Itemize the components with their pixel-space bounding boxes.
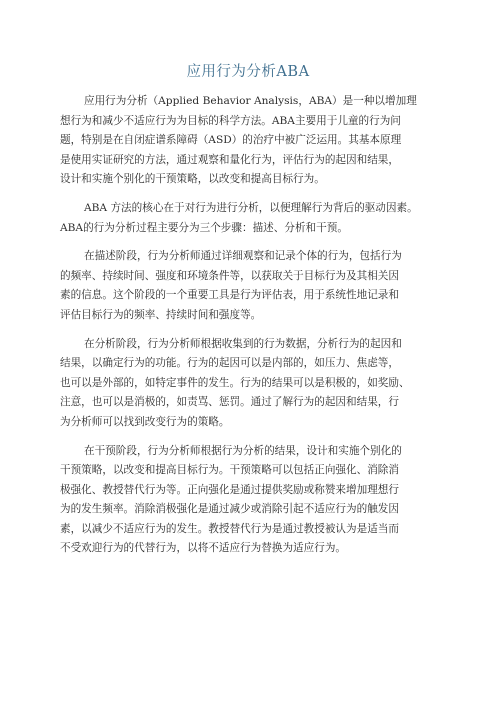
paragraph-line: 应用行为分析（Applied Behavior Analysis，ABA）是一种以增加理 xyxy=(84,95,417,107)
paragraph-line: 也可以是外部的，如特定事件的发生。行为的结果可以是积极的，如奖励、 xyxy=(60,376,410,389)
paragraph-line: ABA的行为分析过程主要分为三个步骤：描述、分析和干预。 xyxy=(60,221,348,234)
paragraph-intro xyxy=(60,92,446,190)
paragraph-line: 结果，以确定行为的功能。行为的起因可以是内部的，如压力、焦虑等， xyxy=(60,357,399,370)
paragraph-line: 在分析阶段，行为分析师根据收集到的行为数据，分析行为的起因和 xyxy=(84,337,402,350)
paragraph-line: 素，以减少不适应行为的发生。教授替代行为是通过教授被认为是适当而 xyxy=(60,522,399,535)
paragraph-line: 设计和实施个别化的干预策略，以改变和提高目标行为。 xyxy=(60,173,325,186)
paragraph-line: 为分析师可以找到改变行为的策略。 xyxy=(60,415,230,428)
document-body xyxy=(60,92,446,568)
paragraph-line: 素的信息。这个阶段的一个重要工具是行为评估表，用于系统性地记录和 xyxy=(60,289,399,302)
paragraph-line: 不受欢迎行为的代替行为，以将不适应行为替换为适应行为。 xyxy=(60,542,347,555)
paragraph-line: 的频率、持续时间、强度和环境条件等，以获取关于目标行为及其相关因 xyxy=(60,269,399,282)
paragraph-describe xyxy=(60,247,446,325)
paragraph-line: 极强化、教授替代行为等。正向强化是通过提供奖励或称赞来增加理想行 xyxy=(60,483,399,496)
paragraph-analyze xyxy=(60,335,446,433)
paragraph-line: 干预策略，以改变和提高目标行为。干预策略可以包括正向强化、消除消 xyxy=(60,464,399,477)
document-title: 应用行为分析ABA xyxy=(186,64,310,80)
paragraph-line: 想行为和减少不适应行为为目标的科学方法。ABA主要用于儿童的行为问 xyxy=(60,114,401,127)
paragraph-line: 为的发生频率。消除消极强化是通过减少或消除引起不适应行为的触发因 xyxy=(60,503,399,516)
paragraph-line: 评估目标行为的频率、持续时间和强度等。 xyxy=(60,308,262,321)
paragraph-core xyxy=(60,199,446,238)
paragraph-intervene xyxy=(60,442,446,560)
paragraph-line: 注意，也可以是消极的，如责骂、惩罚。通过了解行为的起因和结果，行 xyxy=(60,396,399,409)
paragraph-line: 在描述阶段，行为分析师通过详细观察和记录个体的行为，包括行为 xyxy=(84,250,402,263)
paragraph-line: 在干预阶段，行为分析师根据行为分析的结果，设计和实施个别化的 xyxy=(84,444,402,457)
paragraph-line: 题，特别是在自闭症谱系障碍（ASD）的治疗中被广泛运用。其基本原理 xyxy=(60,134,402,147)
paragraph-line: ABA 方法的核心在于对行为进行分析，以便理解行为背后的驱动因素。 xyxy=(84,201,418,214)
paragraph-line: 是使用实证研究的方法，通过观察和量化行为，评估行为的起因和结果， xyxy=(60,153,399,166)
